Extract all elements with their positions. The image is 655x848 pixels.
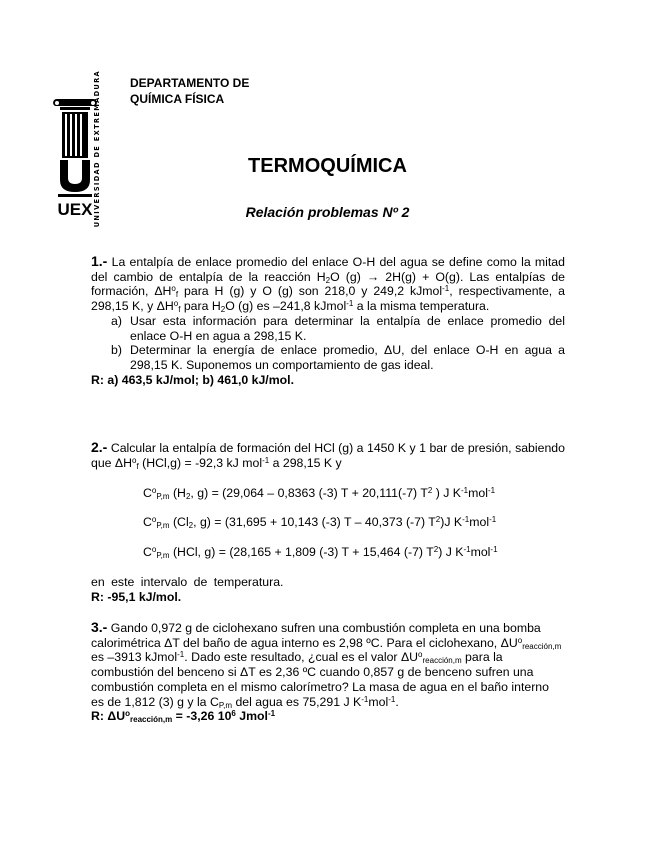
formula-cp-hcl: $C^o_{P,m}$ (HCl, g) = (28,165 + 1,809 (-3) T + 15,464 (-7) $T^2$) J $K^{-1}mol^{-1}$ <box>143 545 498 560</box>
page-title: TERMOQUÍMICA <box>248 155 407 177</box>
problem-3-answer: R: $\Delta U^o_{reacción,m} = -3,26$ $10^6$ Jmol$^{-1}$ <box>91 709 276 725</box>
problem-1-statement: 1.- La entalpía de enlace promedio del enlace O-H del agua se define como la mitad del cambio de entalpía de la reacción $H_2O$ (g) → 2H(g) + O(g). Las entalpías de formación, $\Delta H^o_f$ para H (g) y O (g) son 218,0 y 249,2 kJmol$^{-1}$, respectivamente, a 298,15 K, y $\Delta H^o_f$ para $H_2O$ (g) es –241,8 kJmol$^{-1}$ a la misma temperatura. <box>91 253 566 315</box>
department-heading <box>130 76 249 107</box>
problem-1-item-b: b) Determinar la energía de enlace promedio, ΔU, del enlace O-H en agua a 298,15 K. Suponemos un comportamiento de gas ideal. <box>111 343 565 372</box>
problem-2-answer: R: -95,1 kJ/mol. <box>91 589 182 604</box>
department-line-1: DEPARTAMENTO DE <box>130 76 250 90</box>
problem-1-answer: R: a) 463,5 kJ/mol; b) 461,0 kJ/mol. <box>91 372 294 387</box>
department-line-2: QUÍMICA FÍSICA <box>130 91 225 106</box>
problem-2-after: en este intervalo de temperatura. <box>91 575 284 589</box>
logo-letters: UEX <box>57 200 93 217</box>
page-subtitle: Relación problemas Nº 2 <box>245 204 410 220</box>
problem-3 <box>91 620 565 724</box>
formula-cp-cl2: $C^o_{P,m}$ ($Cl_2$, g) = (31,695 + 10,143 (-3) T – 40,373 (-7) $T^2)J$ $K^{-1}mol^{-1}$ <box>143 515 497 530</box>
problem-2-statement: 2.- Calcular la entalpía de formación del HCl (g) a 1450 K y 1 bar de presión, sabiendo que $\Delta H^o_f$ (HCl,g) = -92,3 kJ mol$^{-1}$ a 298,15 K y <box>91 439 565 471</box>
problem-1 <box>91 254 565 387</box>
problem-2 <box>91 440 565 470</box>
problem-1-item-a: a) Usar esta información para determinar la entalpía de enlace promedio del enlace O-H en agua a 298,15 K. <box>111 313 565 343</box>
university-name-vertical: UNIVERSIDAD DE EXTREMADURA <box>93 70 101 228</box>
problem-3-statement: 3.- Gando 0,972 g de ciclohexano sufren una combustión completa en una bomba calorimétrica ΔT del baño de agua interno es 2,98 ºC. Para el ciclohexano, $\Delta U^o_{reacción,m}$ es –3913 kJmol$^{-1}$. Dado este resultado, ¿cual es el valor $\Delta U^o_{reacción,m}$ para la combustión del benceno si ΔT es 2,36 ºC cuando 0,857 g de benceno sufren una combustión completa en el mismo calorímetro? La masa de agua en el baño interno es de 1,812 (3) g y la $C_{P,m}$ del agua es 75,291 J $K^{-1}mol^{-1}$. <box>91 619 562 710</box>
formula-cp-h2: $C^o_{P,m}$ ($H_2$, g) = (29,064 – 0,8363 (-3) T + 20,111(-7) $T^2$ ) J $K^{-1}mol^{-1}$ <box>143 486 496 501</box>
problem-1-number: 1.- <box>91 253 108 269</box>
problem-2-number: 2.- <box>91 439 108 455</box>
problem-2-tail <box>91 575 565 604</box>
problem-3-number: 3.- <box>91 619 108 635</box>
